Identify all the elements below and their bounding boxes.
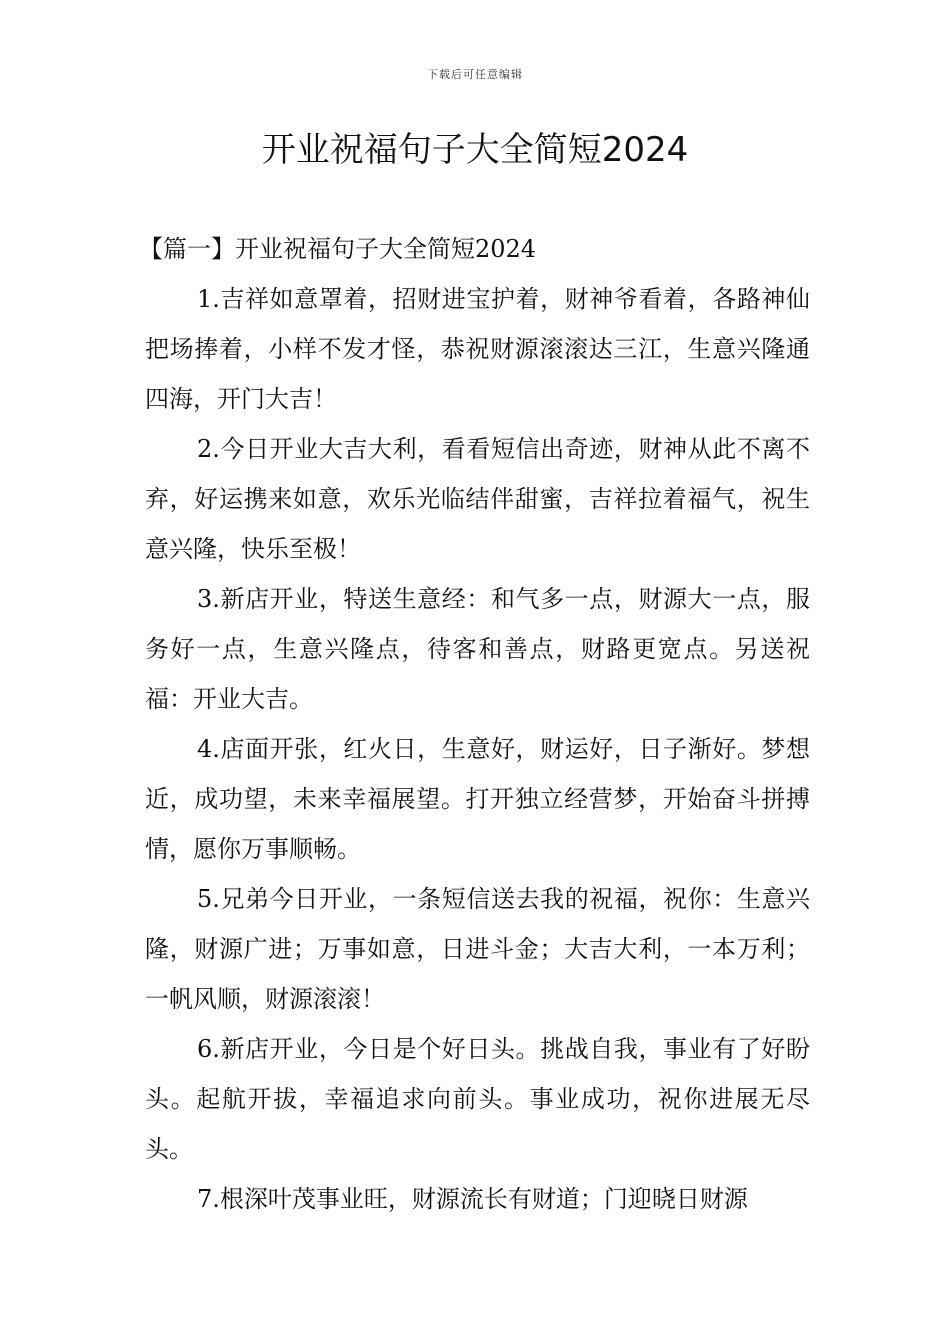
paragraph-4: 4.店面开张，红火日，生意好，财运好，日子渐好。梦想近，成功望，未来幸福展望。打开独立经营梦，开始奋斗拼搏情，愿你万事顺畅。 [145, 735, 810, 863]
section-heading: 【篇一】开业祝福句子大全简短2024 [139, 235, 537, 263]
paragraph-2: 2.今日开业大吉大利，看看短信出奇迹，财神从此不离不弃，好运携来如意，欢乐光临结伴甜蜜，吉祥拉着福气，祝生意兴隆，快乐至极！ [145, 435, 810, 563]
paragraph-3: 3.新店开业，特送生意经：和气多一点，财源大一点，服务好一点，生意兴隆点，待客和善点，财路更宽点。另送祝福：开业大吉。 [145, 585, 810, 713]
paragraph-6: 6.新店开业，今日是个好日头。挑战自我，事业有了好盼头。起航开拔，幸福追求向前头。事业成功，祝你进展无尽头。 [145, 1035, 810, 1163]
header-note: 下载后可任意编辑 [427, 68, 523, 81]
document-title: 开业祝福句子大全简短2024 [261, 130, 689, 170]
paragraph-7: 7.根深叶茂事业旺，财源流长有财道；门迎晓日财源 [197, 1185, 748, 1213]
paragraph-5: 5.兄弟今日开业，一条短信送去我的祝福，祝你：生意兴隆，财源广进；万事如意，日进斗金；大吉大利，一本万利；一帆风顺，财源滚滚！ [145, 885, 810, 1013]
paragraph-1: 1.吉祥如意罩着，招财进宝护着，财神爷看着，各路神仙把场捧着，小样不发才怪，恭祝财源滚滚达三江，生意兴隆通四海，开门大吉！ [145, 285, 810, 413]
document-body [139, 224, 810, 1224]
